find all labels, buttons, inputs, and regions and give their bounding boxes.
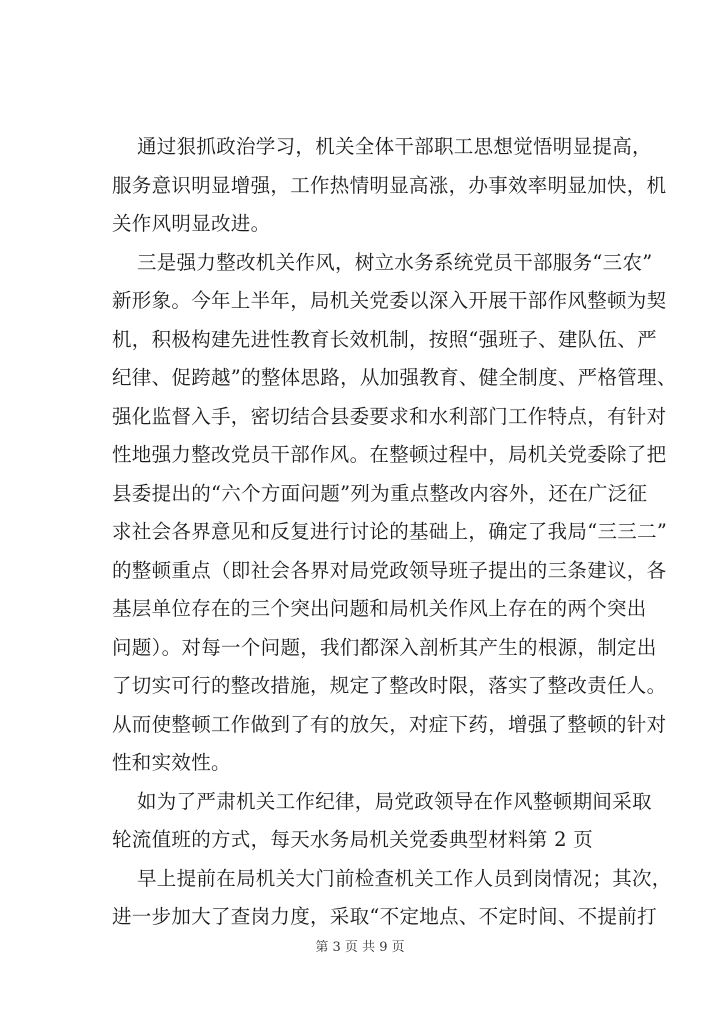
paragraph-line: 通过狠抓政治学习，机关全体干部职工思想觉悟明显提高， <box>137 135 652 158</box>
document-body <box>112 128 677 937</box>
paragraph-line: 问题）。对每一个问题，我们都深入剖析其产生的根源，制定出 <box>112 635 657 659</box>
paragraph-line: 纪律、促跨越”的整体思路，从加强教育、健全制度、严格管理、 <box>112 366 677 389</box>
paragraph-line: 性地强力整改党员干部作风。在整顿过程中，局机关党委除了把 <box>112 443 667 466</box>
paragraph-line: 三是强力整改机关作风，树立水务系统党员干部服务“三农” <box>137 250 653 274</box>
paragraph-line: 早上提前在局机关大门前检查机关工作人员到岗情况；其次， <box>137 866 672 890</box>
paragraph-line: 基层单位存在的三个突出问题和局机关作风上存在的两个突出 <box>112 597 647 620</box>
paragraph-line: 求社会各界意见和反复进行讨论的基础上，确定了我局“三三二” <box>112 520 668 543</box>
paragraph-line: 强化监督入手，密切结合县委要求和水利部门工作特点，有针对 <box>112 404 667 428</box>
paragraph-line: 轮流值班的方式，每天水务局机关党委典型材料第 2 页 <box>112 828 594 851</box>
paragraph-line: 了切实可行的整改措施，规定了整改时限，落实了整改责任人。 <box>112 674 667 697</box>
paragraph-line: 关作风明显改进。 <box>112 212 271 235</box>
paragraph-line: 服务意识明显增强，工作热情明显高涨，办事效率明显加快，机 <box>112 173 667 197</box>
page-number-footer: 第 3 页 共 9 页 <box>315 940 405 955</box>
paragraph-line: 从而使整顿工作做到了有的放矢，对症下药，增强了整顿的针对 <box>112 712 667 736</box>
paragraph-line: 如为了严肃机关工作纪律，局党政领导在作风整顿期间采取 <box>137 789 652 813</box>
paragraph-line: 的整顿重点（即社会各界对局党政领导班子提出的三条建议，各 <box>112 558 667 582</box>
paragraph-line: 新形象。今年上半年，局机关党委以深入开展干部作风整顿为契 <box>112 289 667 312</box>
paragraph-line: 进一步加大了查岗力度，采取“不定地点、不定时间、不提前打 <box>112 905 657 928</box>
paragraph-line: 县委提出的“六个方面问题”列为重点整改内容外，还在广泛征 <box>112 481 648 505</box>
paragraph-line: 机，积极构建先进性教育长效机制，按照“强班子、建队伍、严 <box>112 327 657 351</box>
paragraph-line: 性和实效性。 <box>112 751 231 774</box>
